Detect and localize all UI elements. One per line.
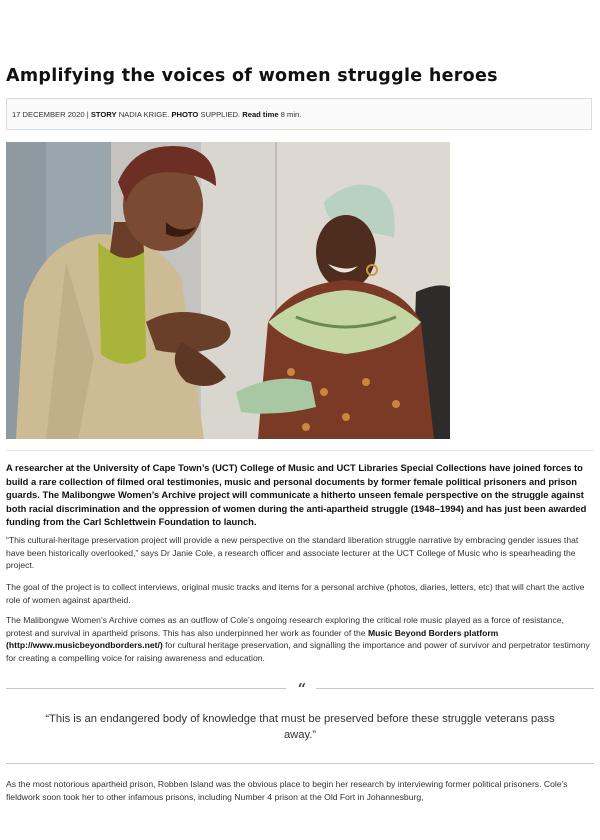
story-author: NADIA KRIGE. <box>118 110 170 119</box>
pullquote-rule-left <box>6 688 286 689</box>
read-time-value: 8 min. <box>280 110 302 119</box>
paragraph-2: The goal of the project is to collect interviews, original music tracks and items for a personal archive (photos, diaries, letters, etc) that will chart the active role of women against apartheid. <box>6 582 585 605</box>
pullquote-bottom-rule <box>6 763 594 764</box>
paragraph-4: As the most notorious apartheid prison, Robben Island was the obvious place to begin her research by interviewing former political prisoners. Cole’s fieldwork soon took her to other infamous prisons, including Number 4 prison at the Old Fort in Johannesburg, <box>6 779 568 802</box>
publish-date: 17 DECEMBER 2020 | <box>12 110 89 119</box>
article-lead: A researcher at the University of Cape Town’s (UCT) College of Music and UCT Libraries Special Collections have joined forces to build a rare collection of filmed oral testimonies, music and personal documents by former female political prisoners and prison guards. The Malibongwe Women’s Archive project will communicate a hitherto unseen female perspective on the struggle against both racial discrimination and the oppression of women during the anti-apartheid struggle (1948–1994) and has just been awarded funding from the Carl Schlettwein Foundation to launch. <box>6 462 587 528</box>
divider <box>6 450 594 451</box>
hero-photo <box>6 142 450 439</box>
paragraph-3-text-start: The Malibongwe Women’s Archive comes as an outflow of Cole’s ongoing research exploring the critical role music played as a force of resistance, protest and survival in apartheid prisons. This has also underpinned her work as founder of the <box>6 615 564 638</box>
photo-label: PHOTO <box>171 110 199 119</box>
pullquote-rule-right <box>316 688 594 689</box>
pullquote-text: “This is an endangered body of knowledge that must be preserved before these struggle veterans pass away.” <box>45 713 555 741</box>
article-meta-bar <box>6 98 592 130</box>
quote-icon: “ <box>297 680 307 698</box>
read-time-label: Read time <box>242 110 279 119</box>
story-label: STORY <box>90 110 117 119</box>
music-beyond-borders-link[interactable]: Music Beyond Borders platform (http://www.musicbeyondborders.net/) <box>6 627 499 651</box>
article-title: Amplifying the voices of women struggle heroes <box>6 66 498 86</box>
paragraph-1: “This cultural-heritage preservation project will provide a new perspective on the standard liberation struggle narrative by embracing gender issues that have been historically overlooked,” says Dr Janie Cole, a research officer and associate lecturer at the UCT College of Music who is spearheading the project. <box>6 535 579 571</box>
paragraph-3-text-end: for cultural heritage preservation, and signalling the importance and power of survivor and perpetrator testimony for creating a compelling voice for raising awareness and education. <box>6 640 590 663</box>
photo-credit: SUPPLIED. <box>200 110 241 119</box>
paragraph-3 <box>6 614 592 664</box>
